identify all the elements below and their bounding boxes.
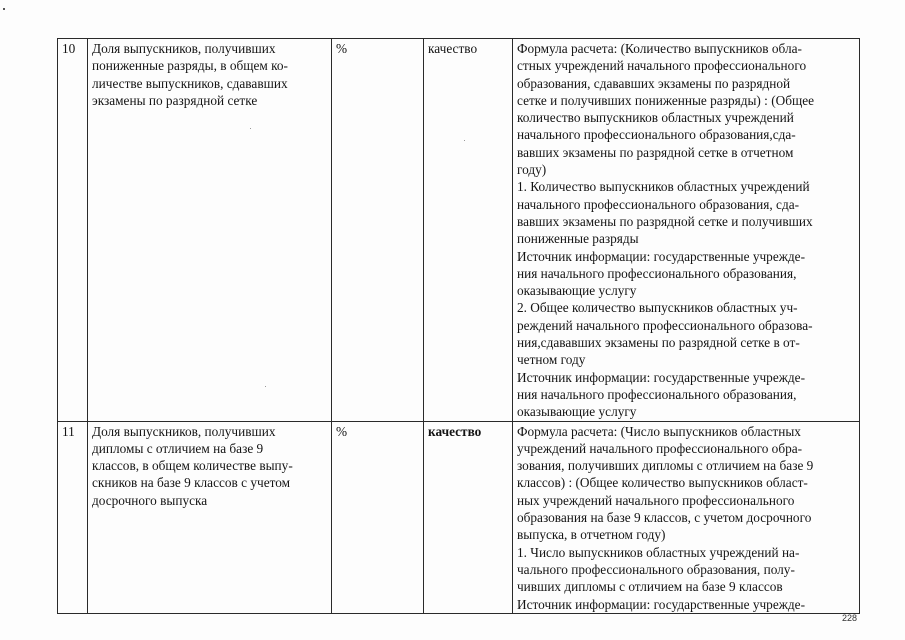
- name-line: дипломы с отличием на базе 9: [92, 440, 264, 456]
- desc-line: реждений начального профессионального образова-: [517, 317, 813, 333]
- desc-line: чивших дипломы с отличием на базе 9 классов: [517, 579, 783, 595]
- desc-line: вавших экзамены по разрядной сетке и получивших: [517, 213, 813, 229]
- desc-line: выпуска, в отчетном году): [517, 527, 666, 543]
- name-line: досрочного выпуска: [92, 492, 208, 508]
- desc-line: стных учреждений начального профессионального: [517, 58, 807, 74]
- table-row: [58, 421, 860, 613]
- unit-cell: %: [332, 39, 424, 422]
- desc-line: классов) : (Общее количество выпускников област-: [517, 475, 808, 491]
- desc-line: Источник информации: государственные учрежде-: [517, 248, 806, 264]
- desc-line: Источник информации: государственные учрежде-: [517, 596, 806, 612]
- desc-line: начального профессионального образования, сда-: [517, 196, 800, 212]
- desc-line: зования, получивших дипломы с отличием на базе 9: [517, 458, 814, 474]
- scan-speck: [464, 140, 465, 141]
- desc-line: Формула расчета: (Число выпускников областных: [517, 423, 801, 439]
- desc-line: четном году: [517, 352, 586, 368]
- desc-line: 1. Число выпускников областных учреждений на-: [517, 544, 800, 560]
- desc-line: образования на базе 9 классов, с учетом досрочного: [517, 510, 812, 526]
- desc-line: ных учреждений начального профессионального: [517, 492, 795, 508]
- type-cell: качество: [424, 421, 513, 613]
- row-number-cell: 11: [58, 421, 88, 613]
- desc-line: пониженные разряды: [517, 231, 639, 247]
- desc-line: 1. Количество выпускников областных учреждений: [517, 179, 810, 195]
- indicator-table: [57, 38, 860, 614]
- desc-line: начального профессионального образования,сда-: [517, 127, 796, 143]
- name-line: пониженные разряды, в общем ко-: [92, 58, 288, 74]
- desc-line: ния начального профессионального образования,: [517, 265, 797, 281]
- table-row: [58, 39, 860, 422]
- desc-line: образования, сдававших экзамены по разрядной: [517, 75, 791, 91]
- desc-line: 2. Общее количество выпускников областных уч-: [517, 300, 798, 316]
- desc-line: Формула расчета: (Количество выпускников обла-: [517, 41, 802, 56]
- description-cell: [513, 39, 860, 422]
- desc-line: оказывающие услугу: [517, 283, 637, 299]
- desc-line: сетке и получивших пониженные разряды) : (Общее: [517, 92, 815, 108]
- desc-line: оказывающие услугу: [517, 404, 637, 420]
- scan-speck: [3, 8, 5, 10]
- name-line: Доля выпускников, получивших: [92, 423, 276, 439]
- scan-speck: [250, 128, 251, 129]
- desc-line: ния,сдававших экзамены по разрядной сетке в от-: [517, 335, 800, 351]
- description-cell: [513, 421, 860, 613]
- desc-line: году): [517, 162, 547, 178]
- desc-line: количество выпускников областных учреждений: [517, 110, 794, 126]
- name-line: скников на базе 9 классов с учетом: [92, 475, 291, 491]
- desc-line: ния начального профессионального образования,: [517, 386, 797, 402]
- unit-cell: %: [332, 421, 424, 613]
- name-line: классов, в общем количестве выпу-: [92, 458, 293, 474]
- type-cell: качество: [424, 39, 513, 422]
- desc-line: учреждений начального профессионального обра-: [517, 440, 803, 456]
- name-line: Доля выпускников, получивших: [92, 41, 276, 56]
- desc-line: чального профессионального образования, полу-: [517, 561, 795, 577]
- desc-line: Источник информации: государственные учрежде-: [517, 369, 806, 385]
- name-line: личестве выпускников, сдававших: [92, 75, 288, 91]
- row-number-cell: 10: [58, 39, 88, 422]
- page-number: 228: [842, 613, 858, 623]
- scan-speck: [265, 386, 266, 387]
- desc-line: вавших экзамены по разрядной сетке в отчетном: [517, 144, 794, 160]
- name-line: экзамены по разрядной сетке: [92, 92, 258, 108]
- indicator-name-cell: [88, 421, 332, 613]
- indicator-name-cell: [88, 39, 332, 422]
